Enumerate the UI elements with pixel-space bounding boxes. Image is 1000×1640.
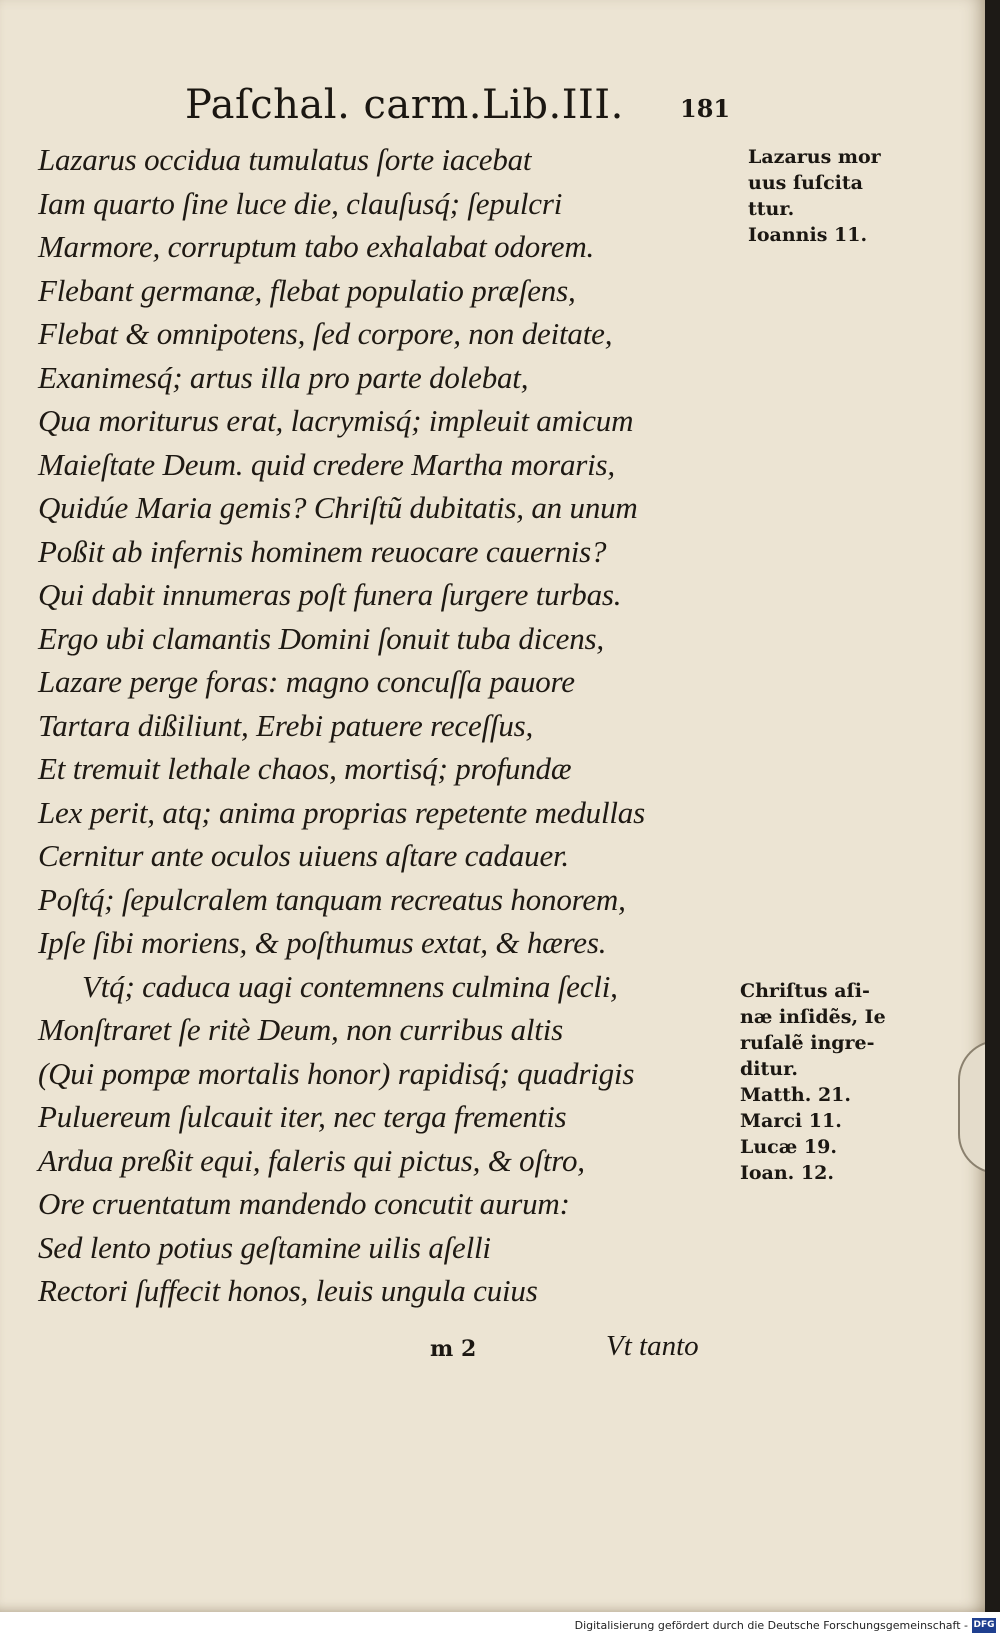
marginal-line: Matth. 21.	[740, 1084, 851, 1106]
verse-line: Ergo ubi clamantis Domini ſonuit tuba dicens,	[38, 620, 604, 656]
verse-line: Qua moriturus erat, lacrymisq́; impleuit amicum	[38, 403, 634, 438]
running-title: Paſchal. carm.Lib.III.	[185, 82, 624, 128]
verse-line: Lazare perge foras: magno concuſſa pauore	[38, 664, 575, 699]
verse-line: Qui dabit innumeras poſt funera ſurgere turbas.	[38, 577, 622, 612]
page-number: 181	[680, 94, 731, 123]
poem-text	[38, 138, 738, 1313]
verse-line: Ore cruentatum mandendo concutit aurum:	[38, 1186, 570, 1221]
page-footer	[430, 1330, 750, 1370]
verse-line: Iam quarto ſine luce die, clauſusq́; ſepulcri	[38, 185, 563, 221]
verse-line: Tartara dißiliunt, Erebi patuere receſſus,	[38, 707, 534, 743]
marginal-line: ditur.	[740, 1058, 798, 1080]
marginal-line: Ioan. 12.	[740, 1162, 834, 1184]
page-header	[185, 82, 745, 134]
marginal-line: ttur.	[748, 198, 795, 220]
attribution-bar	[0, 1612, 1000, 1640]
verse-line: Sed lento potius geſtamine uilis aſelli	[38, 1229, 491, 1265]
verse-line: Flebat & omnipotens, ſed corpore, non deitate,	[38, 316, 613, 351]
marginal-line: ruſalẽ ingre-	[740, 1032, 875, 1054]
attribution-text: Digitalisierung gefördert durch die Deutsche Forschungsgemeinschaft -	[574, 1619, 968, 1632]
verse-line: Poßit ab infernis hominem reuocare cauernis?	[38, 533, 607, 569]
verse-line: Flebant germanæ, flebat populatio præſens,	[38, 272, 576, 308]
marginal-line: Lazarus mor	[748, 146, 881, 168]
marginal-line: næ inſidẽs, Ie	[740, 1006, 886, 1028]
catchword: Vt tanto	[606, 1330, 699, 1362]
marginal-line: Marci 11.	[740, 1110, 842, 1132]
verse-line: Vtq́; caduca uagi contemnens culmina ſecli,	[82, 968, 618, 1004]
marginal-note-christus	[740, 978, 886, 1186]
marginal-line: Ioannis 11.	[748, 224, 868, 246]
verse-line: Marmore, corruptum tabo exhalabat odorem.	[38, 229, 595, 264]
verse-line: (Qui pompæ mortalis honor) rapidisq́; quadrigis	[38, 1055, 635, 1091]
verse-line: Exanimesq́; artus illa pro parte dolebat,	[38, 359, 529, 395]
verse-line: Lazarus occidua tumulatus ſorte iacebat	[38, 142, 532, 177]
verse-line: Ipſe ſibi moriens, & poſthumus extat, & hæres.	[38, 925, 607, 960]
verse-line: Poſtq́; ſepulcralem tanquam recreatus honorem,	[38, 881, 626, 917]
marginal-line: uus ſuſcita	[748, 172, 863, 194]
verse-line: Ardua preßit equi, faleris qui pictus, & oſtro,	[38, 1142, 585, 1178]
verse-line: Quidúe Maria gemis? Chriſtũ dubitatis, an unum	[38, 490, 638, 525]
page-edge	[985, 0, 1000, 1612]
verse-line: Et tremuit lethale chaos, mortisq́; profundæ	[38, 751, 572, 786]
marginal-line: Lucæ 19.	[740, 1136, 837, 1158]
verse-line: Monſtraret ſe ritè Deum, non curribus altis	[38, 1012, 563, 1047]
verse-line: Lex perit, atq; anima proprias repetente medullas	[38, 794, 645, 830]
marginal-line: Chriſtus aſi-	[740, 980, 870, 1002]
dfg-logo-icon: DFG	[972, 1618, 996, 1633]
marginal-note-lazarus	[748, 144, 881, 248]
verse-line: Cernitur ante oculos uiuens aſtare cadauer.	[38, 838, 569, 873]
verse-line: Puluereum ſulcauit iter, nec terga frementis	[38, 1099, 567, 1134]
signature-mark: m 2	[430, 1336, 477, 1362]
verse-line: Rectori ſuffecit honos, leuis ungula cuius	[38, 1273, 538, 1308]
verse-line: Maieſtate Deum. quid credere Martha moraris,	[38, 446, 615, 482]
